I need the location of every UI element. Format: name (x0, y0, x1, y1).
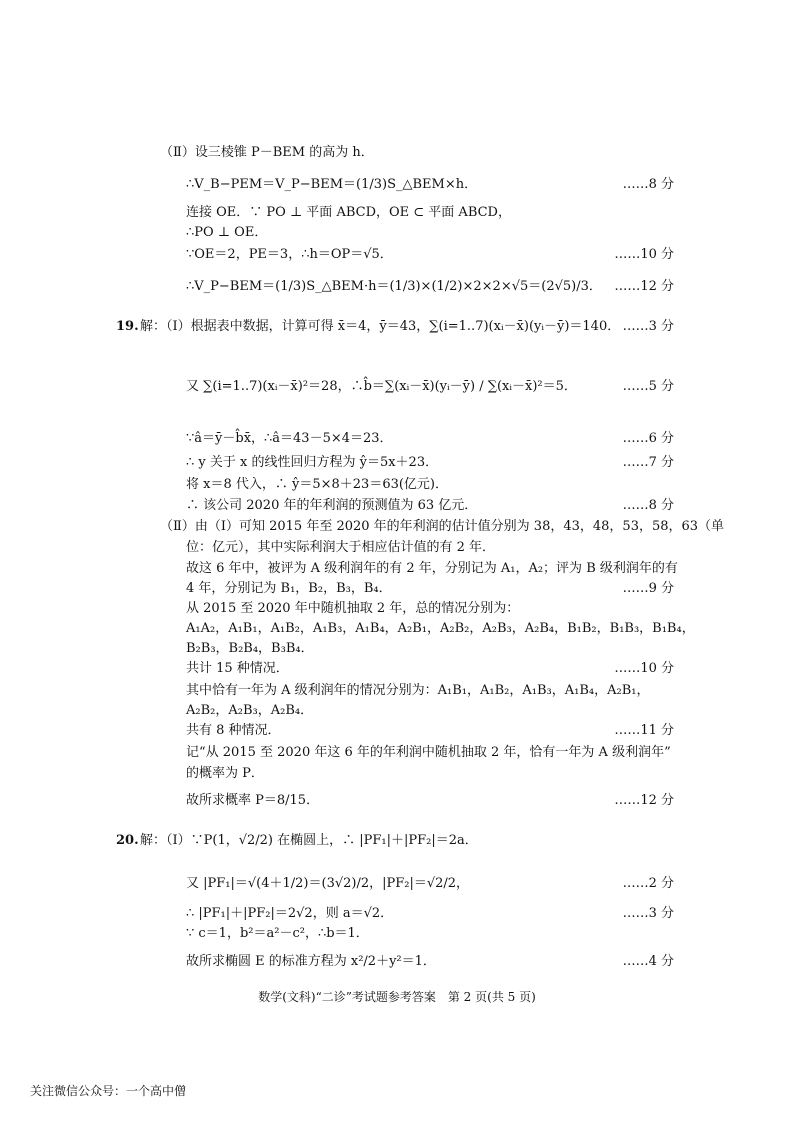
q20-score-4: ……4 分 (622, 954, 674, 969)
q19-line-3: ∵â＝ȳ－b̂x̄，∴â＝43－5×4＝23． (186, 431, 393, 446)
sec2-line-3: 连接 OE．∵ PO ⊥ 平面 ABCD，OE ⊂ 平面 ABCD， (186, 205, 511, 220)
sec2-line-6: ∴V_P−BEM＝(1/3)S_△BEM·h＝(1/3)×(1/2)×2×2×√5＝(2√5)/3． (186, 279, 602, 294)
q20-line-4: ∵ c＝1，b²＝a²－c²，∴b＝1． (186, 926, 369, 941)
q19-line-2: 又 ∑(i=1..7)(xᵢ－x̄)²＝28，∴b̂＝∑(xᵢ－x̄)(yᵢ－ȳ) / ∑(xᵢ－x̄)²＝5． (186, 379, 577, 394)
q20-number: 20. (116, 833, 139, 848)
sec2-line-4: ∴PO ⊥ OE． (186, 225, 268, 240)
q19-line-7: （Ⅱ）由（Ⅰ）可知 2015 年至 2020 年的年利润的估计值分别为 38，43，48，53，58，63（单 (160, 519, 725, 534)
q20-score-3: ……3 分 (622, 906, 674, 921)
score-8: ……8 分 (622, 177, 674, 192)
q19-score-3: ……3 分 (622, 319, 674, 334)
q19-line-1: 解：（Ⅰ）根据表中数据，计算可得 x̄＝4，ȳ＝43，∑(i=1..7)(xᵢ－x̄)(yᵢ－ȳ)＝140． (140, 319, 621, 334)
q20-line-5: 故所求椭圆 E 的标准方程为 x²/2＋y²＝1． (186, 954, 436, 969)
q20-score-2: ……2 分 (622, 876, 674, 891)
q19-score-6: ……6 分 (622, 431, 674, 446)
q19-score-12: ……12 分 (614, 793, 674, 808)
q19-number: 19. (116, 319, 139, 334)
q20-line-1: 解：（Ⅰ）∵P(1，√2/2) 在椭圆上，∴ |PF₁|＋|PF₂|＝2a． (140, 833, 478, 848)
q19-line-5: 将 x＝8 代入，∴ ŷ＝5×8＋23＝63(亿元)． (186, 477, 449, 492)
q19-line-13: B₂B₃，B₂B₄，B₃B₄． (186, 641, 314, 656)
q19-score-10: ……10 分 (614, 661, 674, 676)
q19-score-7: ……7 分 (622, 455, 674, 470)
sec2-line-2: ∴V_B−PEM＝V_P−BEM＝(1/3)S_△BEM×h． (186, 177, 478, 192)
q19-line-9: 故这 6 年中，被评为 A 级利润年的有 2 年，分别记为 A₁，A₂；评为 B 级利润年的有 (186, 561, 678, 576)
q19-line-14: 共计 15 种情况． (186, 661, 289, 676)
q20-line-2: 又 |PF₁|＝√(4＋1/2)＝(3√2)/2，|PF₂|＝√2/2， (186, 876, 470, 891)
q19-line-8: 位：亿元），其中实际利润大于相应估计值的有 2 年． (186, 540, 496, 555)
q20-line-3: ∴ |PF₁|＋|PF₂|＝2√2，则 a＝√2． (186, 906, 394, 921)
q19-line-17: 共有 8 种情况． (186, 723, 281, 738)
score-12: ……12 分 (614, 279, 674, 294)
wechat-watermark: 关注微信公众号：一个高中僧 (30, 1084, 187, 1098)
q19-line-15: 其中恰有一年为 A 级利润年的情况分别为：A₁B₁，A₁B₂，A₁B₃，A₁B₄，A₂B₁， (186, 683, 650, 698)
q19-line-11: 从 2015 至 2020 年中随机抽取 2 年，总的情况分别为： (186, 601, 520, 616)
q19-line-12: A₁A₂，A₁B₁，A₁B₂，A₁B₃，A₁B₄，A₂B₁，A₂B₂，A₂B₃，A₂B₄，B₁B₂，B₁B₃，B₁B₄， (186, 621, 695, 636)
q19-score-11: ……11 分 (614, 723, 674, 738)
q19-score-5: ……5 分 (622, 379, 674, 394)
q19-line-20: 故所求概率 P＝8/15． (186, 793, 320, 808)
q19-line-18: 记“从 2015 至 2020 年这 6 年的年利润中随机抽取 2 年，恰有一年为 A 级利润年” (186, 745, 671, 760)
q19-line-6: ∴ 该公司 2020 年的年利润的预测值为 63 亿元． (186, 498, 478, 513)
q19-score-8: ……8 分 (622, 498, 674, 513)
q19-line-19: 的概率为 P． (186, 766, 264, 781)
sec2-line-5: ∵OE＝2，PE＝3，∴h＝OP＝√5． (186, 247, 393, 262)
q19-line-4: ∴ y 关于 x 的线性回归方程为 ŷ＝5x＋23． (186, 455, 439, 470)
q19-line-16: A₂B₂，A₂B₃，A₂B₄． (186, 703, 314, 718)
page-footer: 数学(文科)“二诊”考试题参考答案 第 2 页(共 5 页) (258, 990, 536, 1004)
q19-score-9: ……9 分 (622, 581, 674, 596)
q19-line-10: 4 年，分别记为 B₁，B₂，B₃，B₄． (186, 581, 392, 596)
score-10: ……10 分 (614, 247, 674, 262)
sec2-line-1: （Ⅱ）设三棱锥 P－BEM 的高为 h． (160, 145, 374, 160)
